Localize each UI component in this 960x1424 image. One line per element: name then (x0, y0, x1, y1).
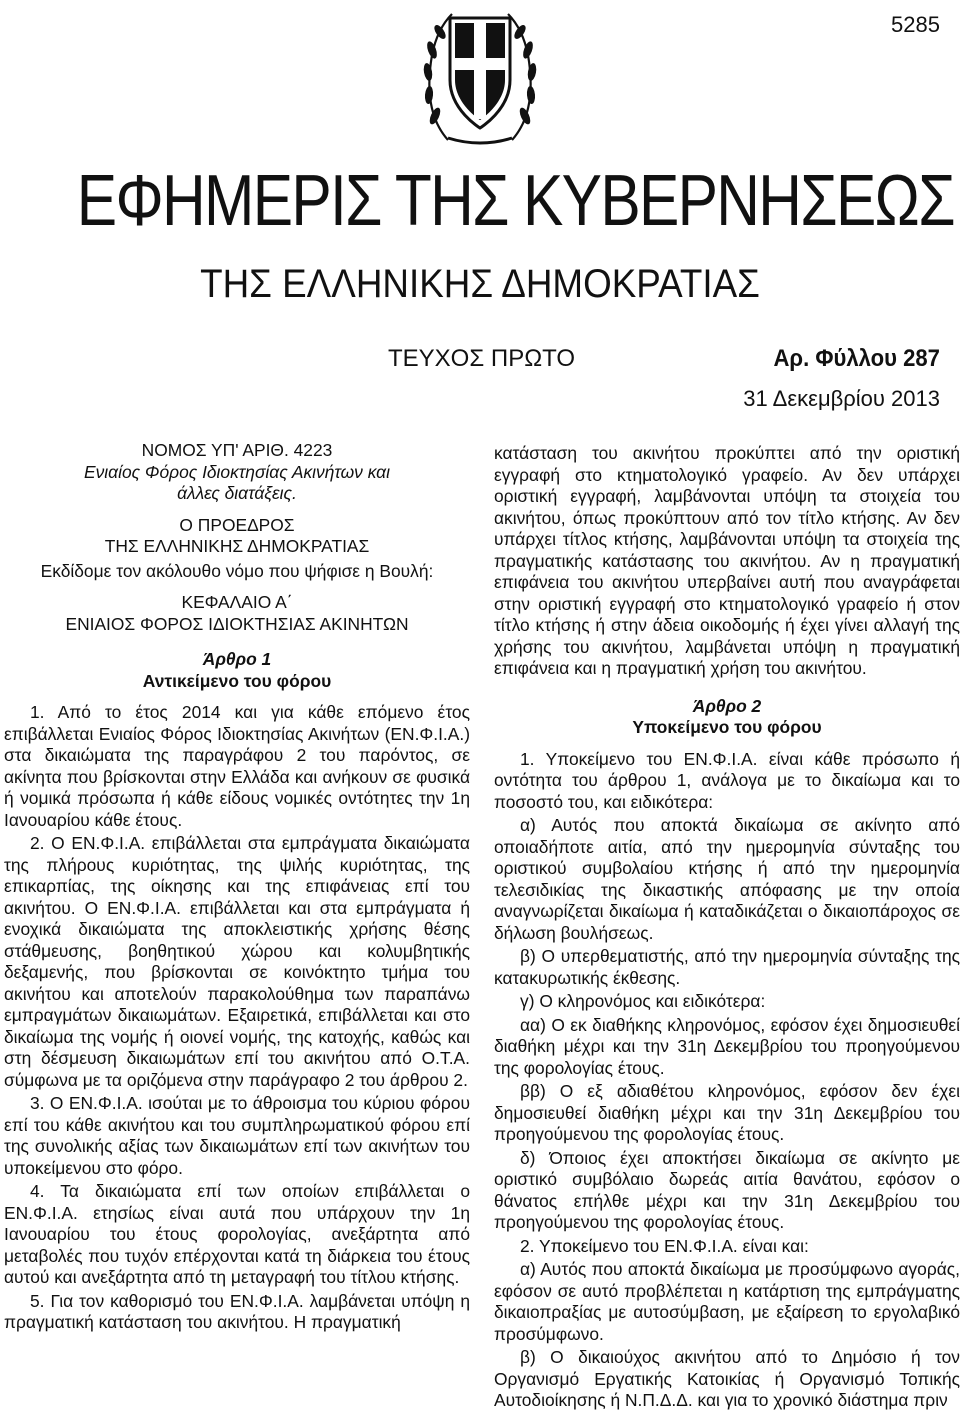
issue-label: ΤΕΥΧΟΣ ΠΡΩΤΟ (388, 345, 576, 372)
article2-item-bb: ββ) Ο εξ αδιαθέτου κληρονόμος, εφόσον δεν έχει δημοσιευθεί διαθήκη μέχρι και την 31η Δεκεμβρίου του προηγούμενου της φορολογίας έτους. (494, 1081, 960, 1144)
gazette-title: ΕΦΗΜΕΡΙΣ ΤΗΣ ΚΥΒΕΡΝΗΣΕΩΣ (76, 161, 954, 241)
right-column (494, 443, 960, 1414)
law-number: ΝΟΜΟΣ ΥΠ' ΑΡΙΘ. 4223 (141, 440, 333, 460)
article2-subheading: Υποκείμενο του φόρου (632, 717, 822, 737)
chapter-heading: ΚΕΦΑΛΑΙΟ Α΄ (181, 592, 293, 612)
law-title-line2: άλλες διατάξεις. (177, 483, 297, 503)
article2-heading: Άρθρο 2 (692, 695, 762, 716)
article2-item-a: α) Αυτός που αποκτά δικαίωμα σε ακίνητο από οποιαδήποτε αιτία, από την ημερομηνία σύνταξης του οριστικού συμβολαίου κτήσης ή από την ημερομηνία τελεσιδικίας της δικαστικής απόφασης με την οποία αναγνωρίζεται δικαίωμα ή καταδικάζεται ο δικαιοπάροχος σε δήλωση βουλήσεως. (494, 815, 960, 943)
left-column (4, 440, 470, 1336)
article2-paragraph-2b: β) Ο δικαιούχος ακινήτου από το Δημόσιο ή τον Οργανισμό Εργατικής Κατοικίας ή Οργανισμό Τοπικής Αυτοδιοίκησης ή Ν.Π.Δ.Δ. και για το χρονικό διάστημα πριν (494, 1347, 960, 1410)
article1-heading: Άρθρο 1 (202, 649, 272, 669)
article1-paragraph-1: 1. Από το έτος 2014 και για κάθε επόμενο έτος επιβάλλεται Ενιαίος Φόρος Ιδιοκτησίας Ακινήτων (ΕΝ.Φ.Ι.Α.) στα δικαιώματα της παραγράφου 2 του παρόντος, σε ακίνητα που βρίσκονται στην Ελλάδα και ανήκουν σε φυσικά ή νομικά πρόσωπα ή κάθε είδους νομικές οντότητες την 1η Ιανουαρίου κάθε έτους. (4, 702, 470, 830)
article2-paragraph-2: 2. Υποκείμενο του ΕΝ.Φ.Ι.Α. είναι και: (520, 1235, 809, 1256)
article2-item-c: γ) Ο κληρονόμος και ειδικότερα: (520, 991, 766, 1011)
chapter-title: ΕΝΙΑΙΟΣ ΦΟΡΟΣ ΙΔΙΟΚΤΗΣΙΑΣ ΑΚΙΝΗΤΩΝ (65, 613, 409, 634)
article1-paragraph-2: 2. Ο ΕΝ.Φ.Ι.Α. επιβάλλεται στα εμπράγματα δικαιώματα της πλήρους κυριότητας, της ψιλής κυριότητας, της επικαρπίας, της οίκησης και της επιφάνειας επί του ακινήτου. Ο ΕΝ.Φ.Ι.Α. επιβάλλεται και στα εμπράγματα ή ενοχικά δικαιώματα της αποκλειστικής χρήσης θέσης στάθμευσης, βοηθητικού χώρου και κολυμβητικής δεξαμενής, που βρίσκονται σε κοινόκτητο τμήμα του ακινήτου και αποτελούν παρακολούθημα των παραπάνω εμπραγμάτων δικαιωμάτων. Εξαιρετικά, επιβάλλεται και στο δικαίωμα της νομής ή οιονεί νομής, της κατοχής, καθώς και στη δέσμευση δικαιωμάτων επί του ακινήτου από Ο.Τ.Α. σύμφωνα με τα οριζόμενα στην παράγραφο 2 του άρθρου 2. (4, 833, 470, 1090)
article1-subheading: Αντικείμενο του φόρου (142, 670, 332, 691)
article2-item-d: δ) Όποιος έχει αποκτήσει δικαίωμα σε ακίνητο με οριστικό συμβόλαιο δωρεάς αιτία θανάτου, εφόσον ο θάνατος επήλθε μέχρι και την 31η Δεκεμβρίου του προηγούμενου της φορολογίας έτους. (494, 1147, 960, 1232)
article1-paragraph-5-continued: κατάσταση του ακινήτου προκύπτει από την οριστική εγγραφή στο κτηματολογικό γραφείο. Αν δεν υπάρχει οριστική εγγραφή, λαμβάνονται υπόψη τα στοιχεία του ακινήτου, όπως προκύπτουν από τον τίτλο κτήσης. Αν δεν υπάρχει τίτλος κτήσης, λαμβάνονται υπόψη τα στοιχεία της πραγματικής κατάστασης του ακινήτου. Αν η πραγματική επιφάνεια του ακινήτου υπερβαίνει αυτή που αναγράφεται στην οριστική εγγραφή στο κτηματολογικό γραφείο ή στον τίτλο κτήσης ή στην άδεια οικοδομής ή έχει γίνει αλλαγή της χρήσης του ακινήτου, λαμβάνεται υπόψη η πραγματική επιφάνεια και η πραγματική χρήση του ακινήτου. (494, 443, 960, 678)
greek-coat-of-arms-emblem (418, 0, 542, 150)
issue-line (300, 345, 940, 375)
article2-item-aa: αα) Ο εκ διαθήκης κληρονόμος, εφόσον έχει δημοσιευθεί διαθήκη μέχρι και την 31η Δεκεμβρίου του προηγούμενου της φορολογίας έτους. (494, 1014, 960, 1078)
president-line1: Ο ΠΡΟΕΔΡΟΣ (179, 514, 295, 535)
sheet-number: Αρ. Φύλλου 287 (773, 345, 940, 372)
law-title-line1: Ενιαίος Φόρος Ιδιοκτησίας Ακινήτων και (84, 461, 390, 482)
president-line2: ΤΗΣ ΕΛΛΗΝΙΚΗΣ ΔΗΜΟΚΡΑΤΙΑΣ (104, 536, 370, 556)
article1-paragraph-5: 5. Για τον καθορισμό του ΕΝ.Φ.Ι.Α. λαμβάνεται υπόψη η πραγματική κατάσταση του ακινήτου. Η πραγματική (4, 1290, 470, 1332)
issue-date: 31 Δεκεμβρίου 2013 (743, 386, 940, 411)
page-number: 5285 (891, 12, 940, 37)
article2-paragraph-2a: α) Αυτός που αποκτά δικαίωμα με προσύμφωνο αγοράς, εφόσον σε αυτό προβλέπεται η κατάρτιση της εμπράγματης δικαιοπραξίας με αυτοσύμβαση, με εξαίρεση το εργολαβικό προσύμφωνο. (494, 1259, 960, 1344)
article2-paragraph-1: 1. Υποκείμενο του ΕΝ.Φ.Ι.Α. είναι κάθε πρόσωπο ή οντότητα του άρθρου 1, ανάλογα με το δικαίωμα και το ποσοστό του, και ειδικότερα: (494, 748, 960, 812)
promulgation-text: Εκδίδομε τον ακόλουθο νόμο που ψήφισε η Βουλή: (40, 560, 434, 581)
article2-item-b: β) Ο υπερθεματιστής, από την ημερομηνία σύνταξης της κατακυρωτικής έκθεσης. (494, 946, 960, 988)
gazette-subtitle: ΤΗΣ ΕΛΛΗΝΙΚΗΣ ΔΗΜΟΚΡΑΤΙΑΣ (200, 262, 760, 306)
article1-paragraph-3: 3. Ο ΕΝ.Φ.Ι.Α. ισούται με το άθροισμα του κύριου φόρου επί του κάθε ακινήτου και του συμπληρωματικού φόρου επί της συνολικής αξίας των δικαιωμάτων επί των ακινήτων του υποκείμενου στο φόρο. (4, 1093, 470, 1178)
article1-paragraph-4: 4. Τα δικαιώματα επί των οποίων επιβάλλεται ο ΕΝ.Φ.Ι.Α. ετησίως είναι αυτά που υπάρχουν την 1η Ιανουαρίου του έτους φορολογίας, ανεξάρτητα από μεταβολές που τυχόν επέρχονται κατά τη διάρκεια του έτους αυτού και ανεξάρτητα από τη μεταγραφή του τίτλου κτήσης. (4, 1181, 470, 1287)
